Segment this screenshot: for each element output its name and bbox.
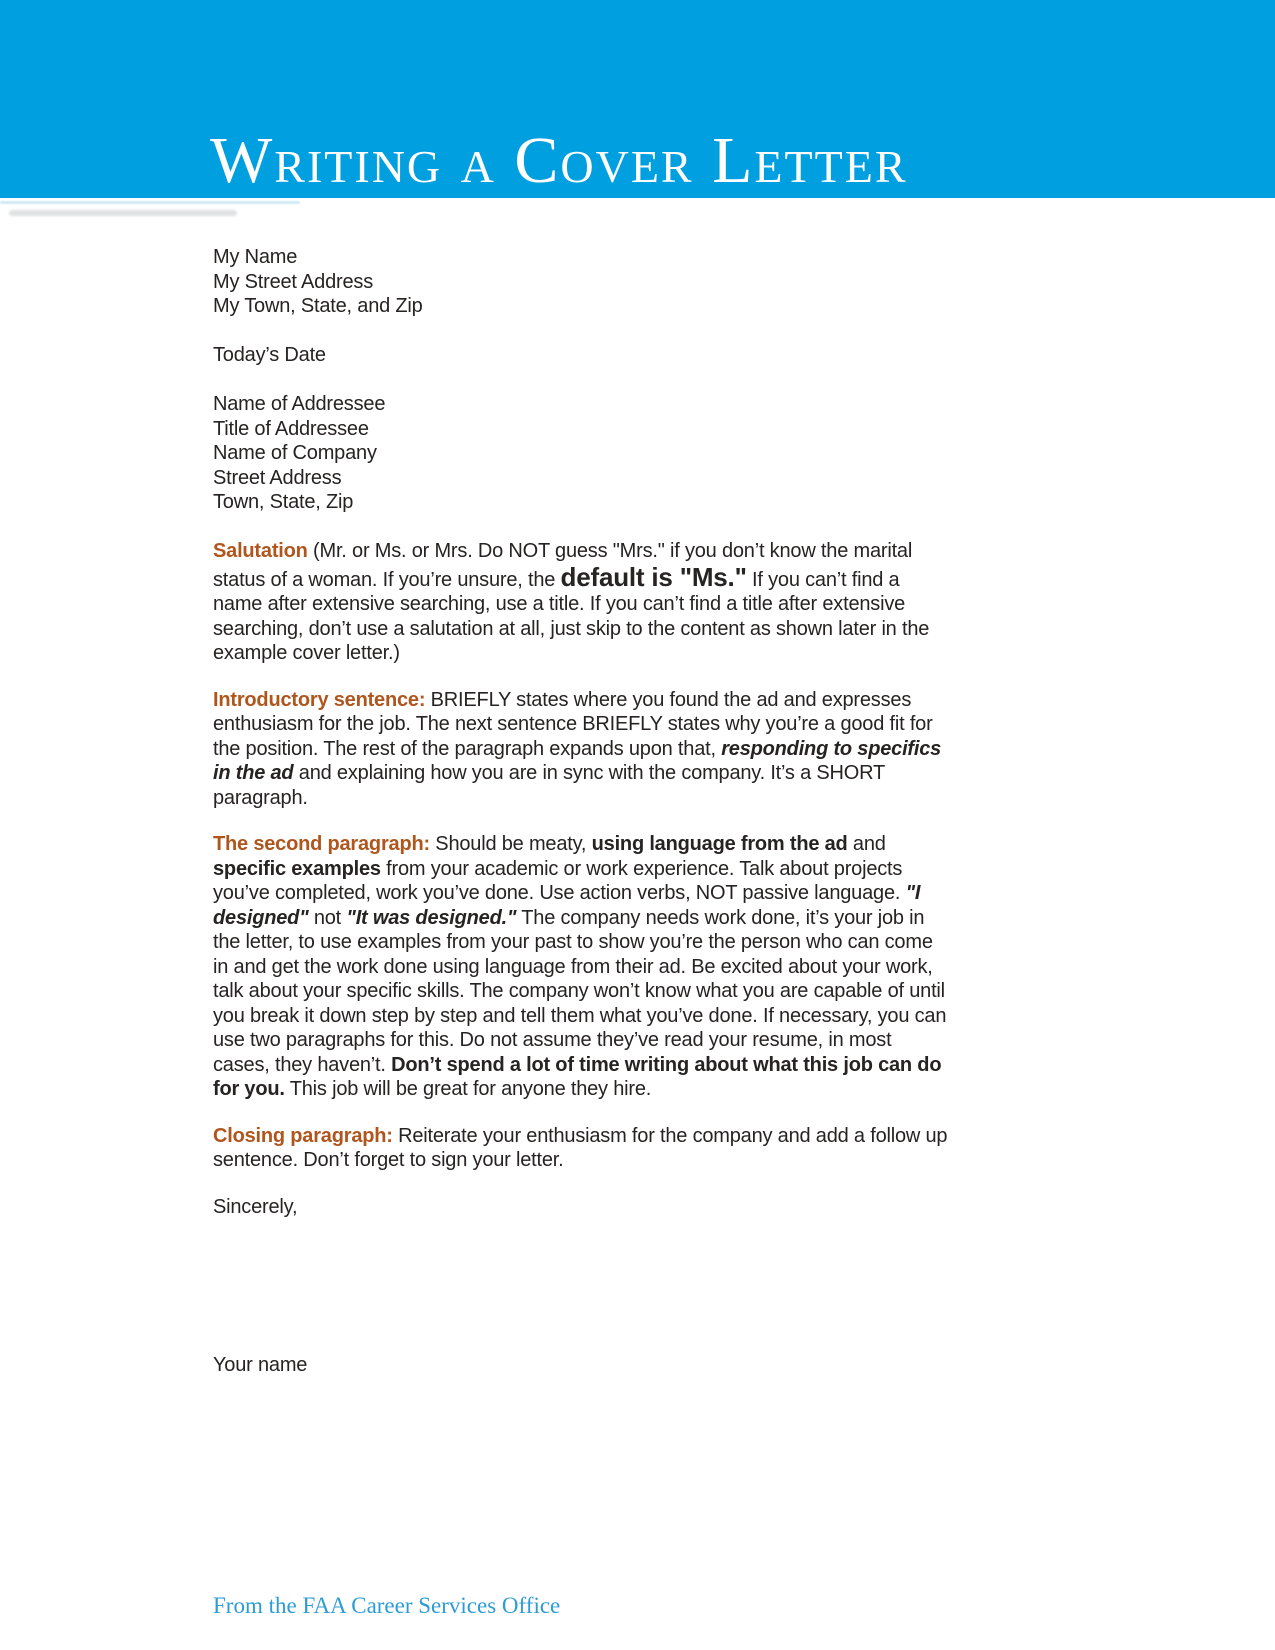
- letter-line: Street Address: [213, 466, 342, 489]
- page-title: Writing a Cover Letter: [210, 124, 908, 197]
- section-heading: Salutation: [213, 540, 308, 562]
- text-run: and: [847, 833, 886, 855]
- text-run: Reiterate your enthusiasm for the company and add a follow up sentence. Don’t forget to sign your letter.: [213, 1124, 948, 1171]
- text-run: from your academic or work experience. Talk about projects you’ve completed, work you’ve done. Use action verbs, NOT passive language.: [213, 857, 906, 904]
- signoff-line: Sincerely,: [213, 1195, 298, 1218]
- section-heading: Introductory sentence:: [213, 688, 426, 711]
- text-run: Don’t spend a lot of time writing about what this job can do for you.: [213, 1053, 942, 1100]
- text-run: BRIEFLY states where you found the ad and expresses enthusiasm for the job. The next sentence BRIEFLY states why you’re a good fit for the position. The rest of the paragraph expands upon that,: [213, 688, 933, 760]
- text-run: The company needs work done, it’s your job in the letter, to use examples from your past to show you’re the person who can come in and get the work done using language from their ad. Be excited about your work, talk about your specific skills. The company won’t know what you are capable of until you break it down step by step and tell them what you’ve done. If necessary, you can use two paragraphs for this. Do not assume they’ve read your resume, in most cases, they haven’t.: [213, 906, 947, 1076]
- letter-line: My Street Address: [213, 270, 373, 293]
- letter-line: Name of Addressee: [213, 393, 386, 415]
- text-run: (Mr. or Ms. or Mrs. Do NOT guess "Mrs." if you don’t know the marital status of a woman. If you’re unsure, the: [213, 540, 913, 591]
- section-heading: Closing paragraph:: [213, 1124, 393, 1147]
- text-run: Should be meaty,: [429, 833, 592, 855]
- guidance-paragraph-closing-paragraph: [213, 1124, 953, 1173]
- text-run: and explaining how you are in sync with the company. It’s a SHORT paragraph.: [213, 762, 885, 809]
- letter-line: Town, State, Zip: [213, 491, 354, 513]
- sender-address-block: [213, 245, 953, 319]
- guidance-sections: [213, 539, 953, 1173]
- text-run: "It was designed.": [346, 906, 517, 929]
- text-run: specific examples: [213, 857, 381, 880]
- footer-credit: From the FAA Career Services Office: [213, 1593, 561, 1618]
- section-heading: The second paragraph:: [213, 833, 430, 855]
- letter-line: My Name: [213, 246, 298, 268]
- date-line: Today’s Date: [213, 344, 326, 366]
- text-run: not: [308, 906, 347, 929]
- letter-line: Name of Company: [213, 442, 377, 464]
- header-banner: [0, 0, 1275, 198]
- text-run: If you can’t find a name after extensive searching, use a title. If you can’t find a title after extensive searching, don’t use a salutation at all, just skip to the content as shown later in the example cover letter.): [213, 568, 930, 664]
- letter-guide-content: [213, 245, 953, 1402]
- scan-artifact-line: [9, 210, 237, 216]
- text-run: responding to specifics in the ad: [213, 737, 942, 784]
- text-run: using language from the ad: [591, 833, 848, 855]
- text-run: This job will be great for anyone they hire.: [284, 1078, 652, 1100]
- signature-placeholder: Your name: [213, 1354, 308, 1376]
- guidance-paragraph-second-paragraph: [213, 832, 953, 1102]
- guidance-paragraph-salutation: [213, 539, 953, 666]
- letter-line: Title of Addressee: [213, 417, 369, 440]
- recipient-address-block: [213, 392, 953, 515]
- text-run: "I designed": [213, 882, 921, 929]
- scan-artifact-line: [0, 201, 300, 204]
- text-run: default is "Ms.": [560, 561, 747, 592]
- guidance-paragraph-introductory-sentence: [213, 688, 953, 811]
- letter-line: My Town, State, and Zip: [213, 295, 423, 317]
